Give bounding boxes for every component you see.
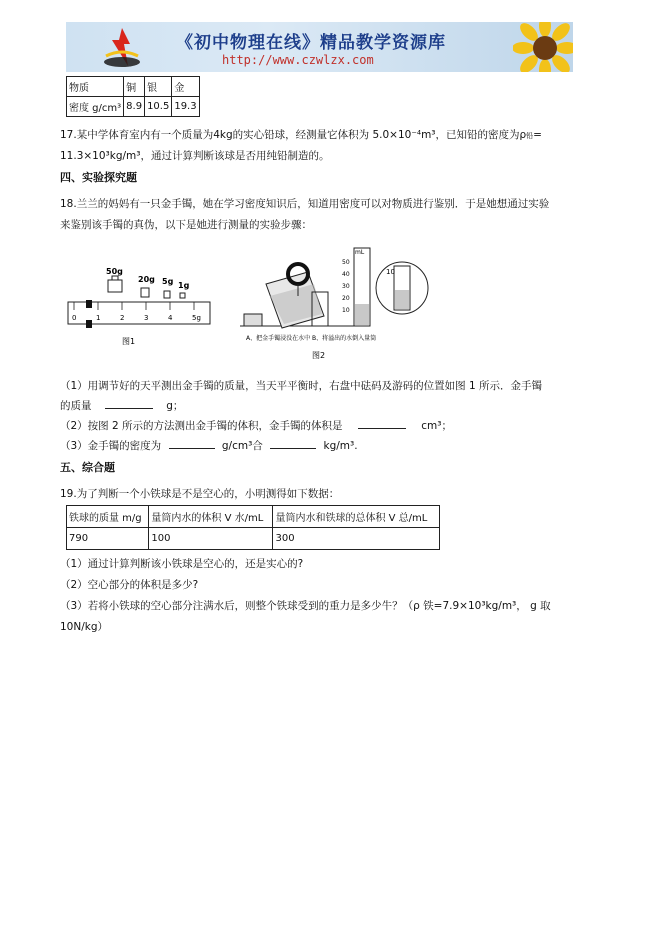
q18-p1-b — [60, 398, 183, 413]
header-banner — [66, 22, 573, 72]
figure2-caption: 图2 — [312, 351, 326, 360]
density-table — [66, 76, 200, 117]
q19-p3b: 10N/kg） — [60, 621, 108, 633]
table-cell: 100 — [149, 528, 273, 550]
scale-label: 20 — [342, 295, 350, 302]
q18-p1-unit: g； — [166, 400, 184, 412]
figure1-caption: 图1 — [122, 337, 136, 346]
table-header-cell: 铁球的质量 m/g — [67, 506, 149, 528]
table-cell: 物质 — [67, 77, 124, 97]
site-logo-icon — [100, 26, 144, 68]
figure1-balance — [66, 262, 216, 352]
q18-p2-label: （2）按图 2 所示的方法测出金手镯的体积，金手镯的体积是 — [60, 420, 343, 432]
q19-p1: （1）通过计算判断该小铁球是空心的，还是实心的? — [60, 558, 304, 570]
table-row — [67, 528, 440, 550]
table-cell: 金 — [172, 77, 199, 97]
weight-20g-icon — [141, 288, 149, 297]
q17-line1 — [60, 127, 542, 142]
figure2-desc: A、把金手镯浸没在水中 B、将溢出的水倒入量筒 — [246, 335, 377, 342]
answer-blank-density-g[interactable] — [169, 438, 215, 449]
table-cell: 8.9 — [124, 97, 145, 117]
answer-blank-mass[interactable] — [105, 398, 153, 409]
sunflower-icon — [513, 22, 573, 72]
zoom-scale-label: 10 — [386, 268, 395, 276]
weight-20g-label: 20g — [138, 275, 155, 284]
q19-intro: 19.为了判断一个小铁球是不是空心的，小明测得如下数据： — [60, 488, 340, 500]
scale-label: 40 — [342, 271, 350, 278]
table-header-cell: 量筒内水和铁球的总体积 V 总/mL — [273, 506, 440, 528]
banner-title: 《初中物理在线》精品教学资源库 — [176, 33, 446, 53]
table-cell: 铜 — [124, 77, 145, 97]
q17-text: 17.某中学体育室内有一个质量为4kg的实心铅球，经测量它体积为 5.0×10⁻⁴m³，已知铅的密度为ρ — [60, 129, 527, 141]
table-row — [67, 77, 200, 97]
cylinder-unit: mL — [355, 249, 365, 256]
q18-p3-label: （3）金手镯的密度为 — [60, 440, 162, 452]
q18-p3-unit: kg/m³. — [323, 440, 358, 452]
q18-line1: 18.兰兰的妈妈有一只金手镯，她在学习密度知识后，知道用密度可以对物质进行鉴别．于是她想通过实验 — [60, 198, 550, 210]
scale-label: 10 — [342, 307, 350, 314]
tick-label: 2 — [120, 314, 125, 322]
weight-1g-icon — [180, 293, 185, 298]
section-heading-5: 五、综合题 — [60, 461, 115, 474]
tick-label: 5g — [192, 314, 201, 322]
q18-p1-label: 的质量 — [60, 400, 92, 412]
weight-5g-label: 5g — [162, 277, 174, 286]
table-cell: 10.5 — [145, 97, 172, 117]
q18-p2-unit: cm³； — [421, 420, 452, 432]
table-cell: 19.3 — [172, 97, 199, 117]
figure2-volume — [238, 244, 438, 366]
weight-50g-label: 50g — [106, 267, 123, 276]
weight-5g-icon — [164, 291, 170, 298]
q18-p2 — [60, 418, 452, 433]
table-cell: 300 — [273, 528, 440, 550]
weight-50g-icon — [108, 280, 122, 292]
answer-blank-density-kg[interactable] — [270, 438, 316, 449]
tick-label: 4 — [168, 314, 173, 322]
table-header-cell: 量筒内水的体积 V 水/mL — [149, 506, 273, 528]
section-heading-4: 四、实验探究题 — [60, 171, 137, 184]
banner-url[interactable]: http://www.czwlzx.com — [222, 53, 374, 67]
q18-p3 — [60, 438, 358, 453]
scale-label: 30 — [342, 283, 350, 290]
rider-slider — [86, 300, 92, 308]
q17-equals: = — [533, 129, 542, 141]
q19-p2: （2）空心部分的体积是多少? — [60, 579, 199, 591]
table-row — [67, 97, 200, 117]
answer-blank-volume[interactable] — [358, 418, 406, 429]
weight-1g-label: 1g — [178, 281, 190, 290]
tick-label: 1 — [96, 314, 101, 322]
table-cell: 银 — [145, 77, 172, 97]
tick-label: 3 — [144, 314, 149, 322]
table-cell: 密度 g/cm³ — [67, 97, 124, 117]
q17-line2: 11.3×10³kg/m³，通过计算判断该球是否用纯铅制造的。 — [60, 150, 330, 162]
rho-subscript: 铅 — [526, 132, 534, 140]
q18-p1-a: （1）用调节好的天平测出金手镯的质量，当天平平衡时，右盘中砝码及游码的位置如图 1 所示．金手镯 — [60, 380, 543, 392]
iron-ball-table — [66, 505, 440, 550]
tick-label: 0 — [72, 314, 77, 322]
table-row — [67, 506, 440, 528]
q18-p3-mid: g/cm³合 — [221, 440, 263, 452]
table-cell: 790 — [67, 528, 149, 550]
q18-line2: 来鉴别该手镯的真伪，以下是她进行测量的实验步骤： — [60, 219, 312, 231]
scale-label: 50 — [342, 259, 350, 266]
q19-p3: （3）若将小铁球的空心部分注满水后，则整个铁球受到的重力是多少牛？（ρ 铁=7.9×10³kg/m³， g 取 — [60, 600, 551, 612]
